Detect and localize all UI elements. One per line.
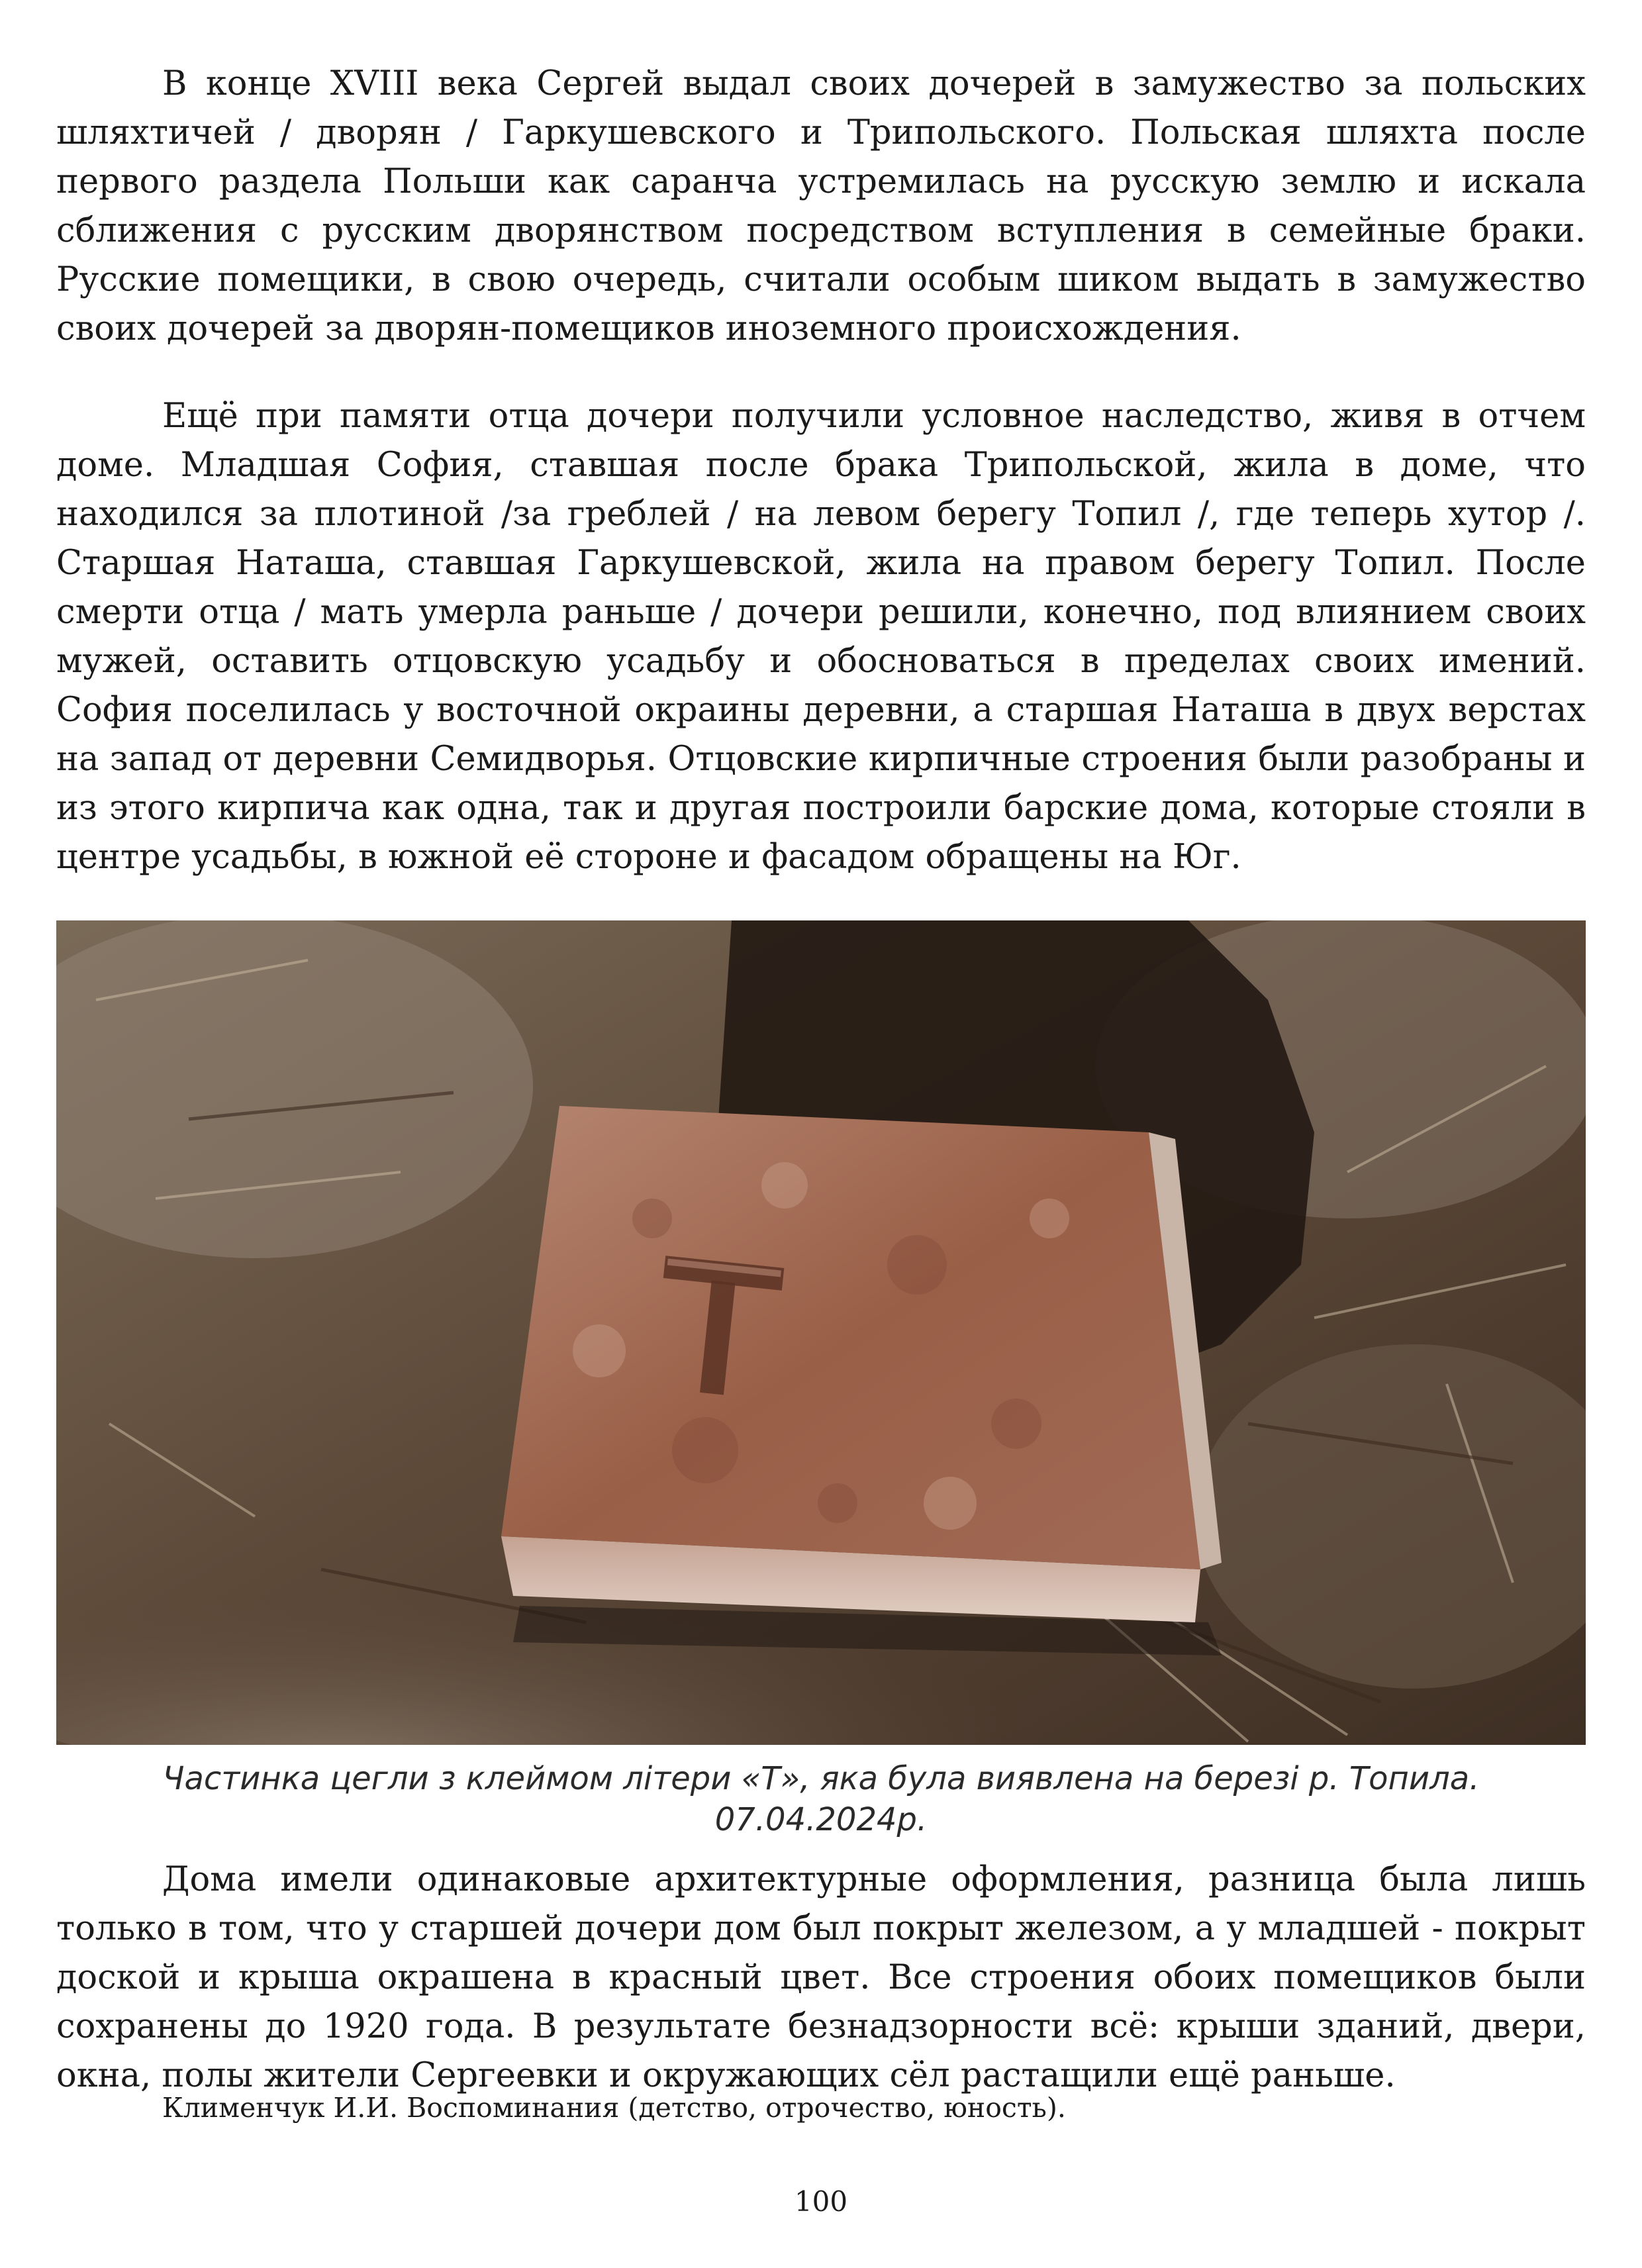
paragraph-2: Ещё при памяти отца дочери получили условное наследство, живя в отчем доме. Младшая София, ставшая после брака Трипольской, жила в доме, что находился за плотиной /за греблей / на левом берегу Топил /, где теперь хутор /. Старшая Наташа, ставшая Гаркушевской, жила на правом берегу Топил. После смерти отца / мать умерла раньше / дочери решили, конечно, под влиянием своих мужей, оставить отцовскую усадьбу и обосноваться в пределах своих имений. София поселилась у восточной окраины деревни, а старшая Наташа в двух верстах на запад от деревни Семидворья. Отцовские кирпичные строения были разобраны и из этого кирпича как одна, так и другая построили барские дома, которые стояли в центре усадьбы, в южной её стороне и фасадом обращены на Юг. [56,397,1586,877]
photo-caption-line-1: Частинка цегли з клеймом літери «Т», яка була виявлена на березі р. Топила. [162,1760,1480,1797]
source-reference: Клименчук И.И. Воспоминания (детство, отрочество, юность). [162,2092,1066,2124]
photo-caption-date: 07.04.2024р. [714,1801,928,1838]
paragraph-3: Дома имели одинаковые архитектурные оформления, разница была лишь только в том, что у старшей дочери дом был покрыт железом, а у младшей - покрыт доской и крыша окрашена в красный цвет. Все строения обоих помещиков были сохранены до 1920 года. В результате безнадзорности всё: крыши зданий, двери, окна, полы жители Сергеевки и окружающих сёл растащили ещё раньше. [56,1860,1586,2095]
paragraph-1: В конце XVIII века Сергей выдал своих дочерей в замужество за польских шляхтичей / дворян / Гаркушевского и Трипольского. Польская шляхта после первого раздела Польши как саранча устремилась на русскую землю и искала сближения с русским дворянством посредством вступления в семейные браки. Русские помещики, в свою очередь, считали особым шиком выдать в замужество своих дочерей за дворян-помещиков иноземного происхождения. [56,64,1586,348]
page-number: 100 [794,2185,848,2218]
brick-photo [56,920,1586,1745]
